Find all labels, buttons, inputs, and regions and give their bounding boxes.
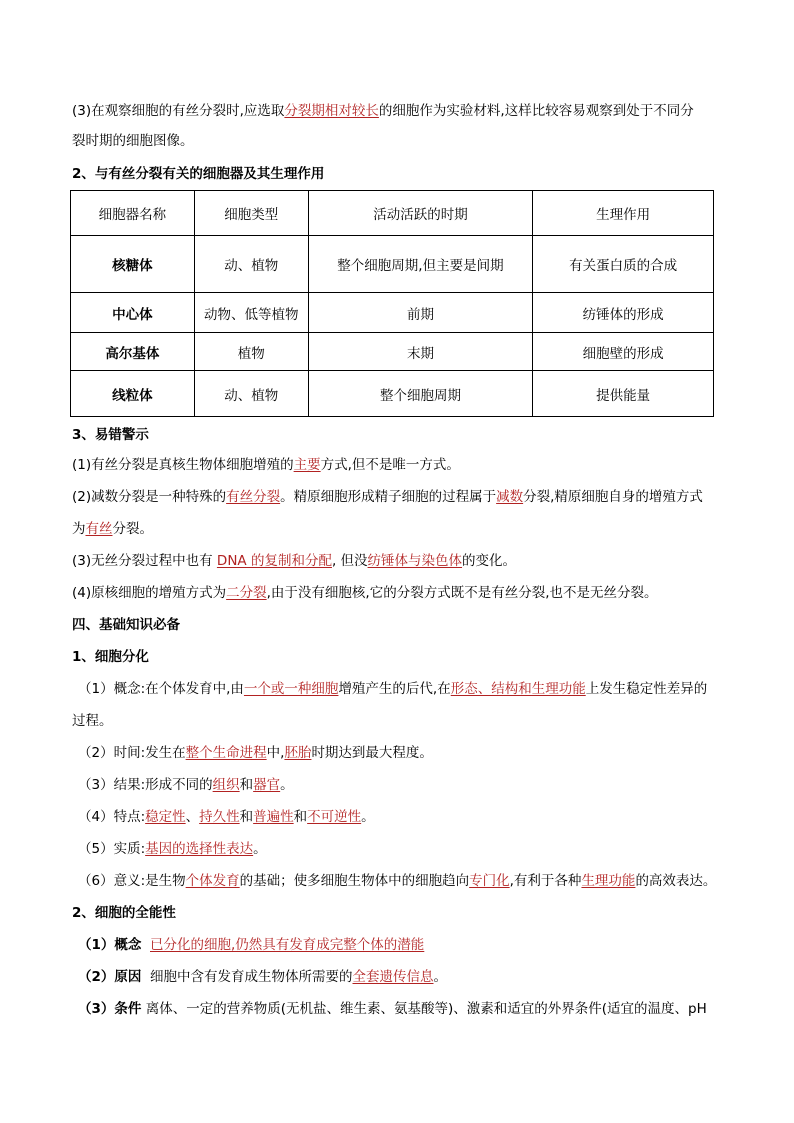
highlight-text: 有丝 — [85, 521, 113, 537]
text: ,由于没有细胞核,它的分裂方式既不是有丝分裂,也不是无丝分裂。 — [266, 585, 658, 601]
highlight-text: 生理功能 — [581, 873, 636, 889]
text: 、 — [185, 809, 200, 825]
highlight-text: 持久性 — [199, 809, 240, 825]
text: 和 — [293, 809, 308, 825]
text: 上发生稳定性差异的 — [585, 681, 708, 697]
differentiation-features — [78, 808, 728, 826]
table-cell: 前期 — [308, 293, 533, 333]
text: 时期达到最大程度。 — [311, 745, 433, 761]
text: （1）概念:在个体发育中,由 — [78, 681, 244, 697]
highlight-text: 纺锤体与染色体 — [367, 553, 463, 569]
table-row — [71, 371, 714, 417]
table-cell: 细胞壁的形成 — [533, 333, 714, 371]
table-row — [71, 236, 714, 293]
highlight-text: 胚胎 — [284, 745, 312, 761]
highlight-text: 减数 — [496, 489, 524, 505]
text: ,有利于各种 — [509, 873, 582, 889]
warning-4 — [72, 584, 722, 602]
text: (3)无丝分裂过程中也有 — [72, 553, 217, 569]
highlight-text: 主要 — [293, 457, 321, 473]
differentiation-essence — [78, 840, 728, 858]
text: (3)在观察细胞的有丝分裂时,应选取 — [72, 103, 285, 119]
text: 增殖产生的后代,在 — [338, 681, 451, 697]
differentiation-concept — [78, 680, 728, 698]
highlight-text: 二分裂 — [226, 585, 267, 601]
highlight-text: 基因的选择性表达 — [145, 841, 254, 857]
highlight-text: 稳定性 — [145, 809, 186, 825]
table-cell: 植物 — [194, 333, 308, 371]
text: 。 — [361, 809, 375, 825]
table-row — [71, 333, 714, 371]
text: 和 — [239, 777, 254, 793]
label-text: （3）条件 — [78, 1001, 142, 1017]
text: （6）意义:是生物 — [78, 873, 186, 889]
text: 分裂,精原细胞自身的增殖方式 — [523, 489, 703, 505]
text: 为 — [72, 521, 86, 537]
differentiation-title: 1、细胞分化 — [72, 649, 149, 665]
highlight-text: 不可逆性 — [307, 809, 362, 825]
warning-3 — [72, 552, 722, 570]
header-cell: 活动活跃的时期 — [308, 191, 533, 236]
organelle-name: 高尔基体 — [71, 333, 195, 371]
table-cell: 提供能量 — [533, 371, 714, 417]
text: 的基础；使多细胞生物体中的细胞趋向 — [239, 873, 470, 889]
text: 离体、一定的营养物质(无机盐、维生素、氨基酸等)、激素和适宜的外界条件(适宜的温度、pH — [145, 1001, 707, 1017]
text: 的细胞作为实验材料,这样比较容易观察到处于不同分 — [378, 103, 694, 119]
table-header-row — [71, 191, 714, 236]
text: （2）时间:发生在 — [78, 745, 186, 761]
totipotency-reason — [78, 968, 728, 986]
text: (1)有丝分裂是真核生物体细胞增殖的 — [72, 457, 294, 473]
section-3-title: 3、易错警示 — [72, 427, 149, 443]
highlight-text: 已分化的细胞,仍然具有发育成完整个体的潜能 — [150, 937, 425, 953]
text: , 但没 — [331, 553, 368, 569]
text: (4)原核细胞的增殖方式为 — [72, 585, 227, 601]
text: 的高效表达。 — [635, 873, 717, 889]
warning-2 — [72, 488, 722, 506]
warning-1 — [72, 456, 722, 474]
text: 和 — [239, 809, 254, 825]
highlight-text: 普遍性 — [253, 809, 294, 825]
table-cell: 整个细胞周期,但主要是间期 — [308, 236, 533, 293]
section-4-title: 四、基础知识必备 — [72, 617, 180, 633]
intro-line-1 — [72, 102, 722, 120]
highlight-text: 个体发育 — [185, 873, 240, 889]
differentiation-significance — [78, 872, 728, 890]
differentiation-result — [78, 776, 728, 794]
table-row — [71, 293, 714, 333]
totipotency-title: 2、细胞的全能性 — [72, 905, 176, 921]
text: 方式,但不是唯一方式。 — [320, 457, 460, 473]
highlight-text: 器官 — [253, 777, 281, 793]
highlight-text: 分裂期相对较长 — [284, 103, 379, 119]
table-cell: 纺锤体的形成 — [533, 293, 714, 333]
organelle-name: 线粒体 — [71, 371, 195, 417]
text: （4）特点: — [78, 809, 146, 825]
totipotency-conditions — [78, 1000, 728, 1018]
highlight-text: 一个或一种细胞 — [243, 681, 339, 697]
text: 。精原细胞形成精子细胞的过程属于 — [280, 489, 497, 505]
table-cell: 有关蛋白质的合成 — [533, 236, 714, 293]
text: 。 — [253, 841, 267, 857]
intro-line-2: 裂时期的细胞图像。 — [72, 133, 194, 149]
highlight-text: 有丝分裂 — [226, 489, 281, 505]
section-2-title: 2、与有丝分裂有关的细胞器及其生理作用 — [72, 166, 325, 182]
table-cell: 末期 — [308, 333, 533, 371]
text: 分裂。 — [112, 521, 153, 537]
header-cell: 细胞类型 — [194, 191, 308, 236]
text: 的变化。 — [462, 553, 517, 569]
differentiation-time — [78, 744, 728, 762]
text: 。 — [280, 777, 294, 793]
text: （3）结果:形成不同的 — [78, 777, 213, 793]
header-cell: 细胞器名称 — [71, 191, 195, 236]
table-cell: 动物、低等植物 — [194, 293, 308, 333]
highlight-text: DNA 的复制和分配 — [216, 553, 332, 569]
organelle-name: 中心体 — [71, 293, 195, 333]
highlight-text: 形态、结构和生理功能 — [450, 681, 586, 697]
table-cell: 动、植物 — [194, 371, 308, 417]
differentiation-concept-cont: 过程。 — [72, 713, 113, 729]
highlight-text: 组织 — [212, 777, 240, 793]
text: (2)减数分裂是一种特殊的 — [72, 489, 227, 505]
organelle-name: 核糖体 — [71, 236, 195, 293]
header-cell: 生理作用 — [533, 191, 714, 236]
table-cell: 整个细胞周期 — [308, 371, 533, 417]
warning-2-cont — [72, 520, 722, 538]
highlight-text: 专门化 — [469, 873, 510, 889]
totipotency-concept — [78, 936, 728, 954]
text: （5）实质: — [78, 841, 146, 857]
highlight-text: 全套遗传信息 — [352, 969, 434, 985]
text: 细胞中含有发育成生物体所需要的 — [150, 969, 353, 985]
highlight-text: 整个生命进程 — [185, 745, 267, 761]
label-text: （1）概念 — [78, 937, 142, 953]
text: 。 — [433, 969, 447, 985]
table-cell: 动、植物 — [194, 236, 308, 293]
text: 中, — [266, 745, 285, 761]
organelle-table — [70, 190, 714, 417]
label-text: （2）原因 — [78, 969, 142, 985]
